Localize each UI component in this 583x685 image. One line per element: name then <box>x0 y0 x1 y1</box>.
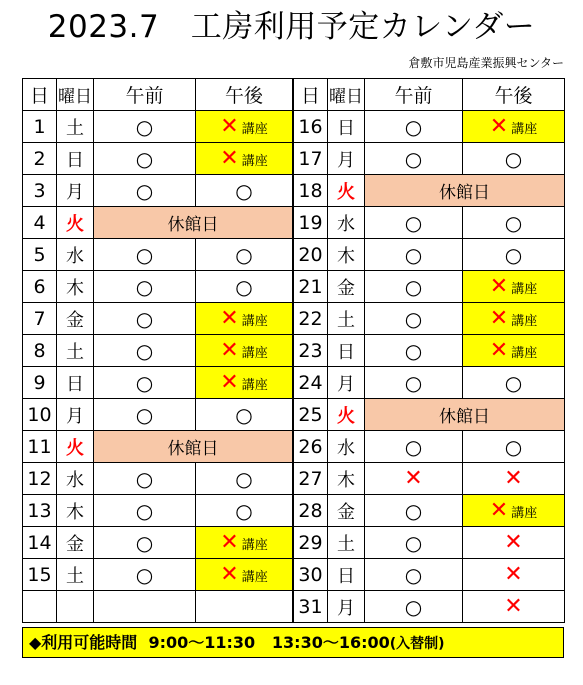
calendar-row <box>23 559 293 591</box>
am-slot-open: ○ <box>365 495 463 527</box>
lecture-x-mark: ✕ <box>220 338 239 363</box>
calendar-row <box>294 111 565 143</box>
weekday-cell: 水 <box>57 239 94 271</box>
page-title: 2023.7 工房利用予定カレンダー <box>47 9 536 45</box>
weekday-cell: 火 <box>328 175 365 207</box>
weekday-cell: 金 <box>328 495 365 527</box>
weekday-cell: 日 <box>328 335 365 367</box>
pm-slot-lecture <box>463 271 565 303</box>
am-slot-open: ○ <box>94 559 196 591</box>
pm-slot-open: ○ <box>196 463 293 495</box>
lecture-x-mark: ✕ <box>220 530 239 555</box>
day-number: 9 <box>23 367 57 399</box>
pm-slot-open: ○ <box>463 207 565 239</box>
calendar-row <box>294 495 565 527</box>
lecture-x-mark: ✕ <box>220 370 239 395</box>
pm-slot-unavailable: ✕ <box>463 463 565 495</box>
lecture-x-mark: ✕ <box>220 114 239 139</box>
lecture-label: 講座 <box>511 346 538 361</box>
weekday-cell: 土 <box>57 111 94 143</box>
closed-day-cell: 休館日 <box>94 207 293 239</box>
weekday-cell: 水 <box>57 463 94 495</box>
calendar-row <box>23 527 293 559</box>
lecture-label: 講座 <box>511 314 538 329</box>
calendar-row <box>294 335 565 367</box>
calendar-row <box>294 431 565 463</box>
day-number: 16 <box>294 111 328 143</box>
calendar-row <box>23 111 293 143</box>
calendar-row <box>294 463 565 495</box>
calendar-row <box>23 495 293 527</box>
weekday-cell: 木 <box>57 495 94 527</box>
am-slot-open: ○ <box>94 527 196 559</box>
weekday-cell: 木 <box>328 463 365 495</box>
day-number: 10 <box>23 399 57 431</box>
lecture-x-mark: ✕ <box>489 114 509 139</box>
am-slot-open: ○ <box>365 591 463 623</box>
header-row <box>294 79 565 111</box>
day-number: 27 <box>294 463 328 495</box>
calendar-row <box>294 303 565 335</box>
calendar-row <box>294 143 565 175</box>
lecture-label: 講座 <box>241 314 268 329</box>
calendar-row <box>23 431 293 463</box>
calendar-body-right <box>294 111 565 623</box>
weekday-cell: 土 <box>328 527 365 559</box>
lecture-x-mark: ✕ <box>220 146 239 171</box>
calendar-row <box>23 143 293 175</box>
day-number: 31 <box>294 591 328 623</box>
calendar-row <box>23 303 293 335</box>
am-slot-open: ○ <box>365 431 463 463</box>
calendar-row <box>23 399 293 431</box>
am-slot-open: ○ <box>365 303 463 335</box>
calendar-table-right <box>293 78 565 623</box>
afternoon-hours: 13:30～16:00 <box>271 633 390 652</box>
calendar-row <box>294 399 565 431</box>
day-number: 1 <box>23 111 57 143</box>
closed-day-cell: 休館日 <box>365 175 565 207</box>
calendar-table-left <box>22 78 293 623</box>
calendar-row <box>294 367 565 399</box>
lecture-x-mark: ✕ <box>489 498 509 523</box>
usage-hours-label: ◆利用可能時間 <box>29 633 138 652</box>
weekday-cell: 金 <box>57 303 94 335</box>
empty-cell <box>94 591 196 623</box>
am-slot-open: ○ <box>365 559 463 591</box>
am-slot-open: ○ <box>365 271 463 303</box>
weekday-cell: 金 <box>328 271 365 303</box>
am-slot-unavailable: ✕ <box>365 463 463 495</box>
day-number: 7 <box>23 303 57 335</box>
weekday-cell: 日 <box>328 559 365 591</box>
pm-slot-open: ○ <box>196 175 293 207</box>
calendar-row <box>23 463 293 495</box>
weekday-cell: 木 <box>328 239 365 271</box>
lecture-label: 講座 <box>511 282 538 297</box>
calendar-row <box>23 239 293 271</box>
weekday-cell: 水 <box>328 207 365 239</box>
day-number: 11 <box>23 431 57 463</box>
header-day: 日 <box>294 79 328 111</box>
lecture-x-mark: ✕ <box>489 338 509 363</box>
am-slot-open: ○ <box>94 239 196 271</box>
day-number: 21 <box>294 271 328 303</box>
day-number: 25 <box>294 399 328 431</box>
pm-slot-unavailable: ✕ <box>463 559 565 591</box>
weekday-cell: 日 <box>328 111 365 143</box>
lecture-label: 講座 <box>241 378 268 393</box>
calendar-row <box>294 207 565 239</box>
pm-slot-open: ○ <box>463 431 565 463</box>
pm-slot-lecture <box>463 495 565 527</box>
am-slot-open: ○ <box>94 367 196 399</box>
pm-slot-lecture <box>196 559 293 591</box>
weekday-cell: 火 <box>328 399 365 431</box>
weekday-cell: 日 <box>57 143 94 175</box>
pm-slot-lecture <box>463 303 565 335</box>
day-number: 30 <box>294 559 328 591</box>
pm-slot-lecture <box>196 527 293 559</box>
weekday-cell: 月 <box>57 175 94 207</box>
closed-day-cell: 休館日 <box>365 399 565 431</box>
lecture-x-mark: ✕ <box>220 306 239 331</box>
empty-cell <box>57 591 94 623</box>
lecture-x-mark: ✕ <box>489 306 509 331</box>
weekday-cell: 水 <box>328 431 365 463</box>
calendar-row <box>23 367 293 399</box>
am-slot-open: ○ <box>94 111 196 143</box>
am-slot-open: ○ <box>94 303 196 335</box>
calendar-row <box>23 591 293 623</box>
am-slot-open: ○ <box>365 527 463 559</box>
am-slot-open: ○ <box>94 463 196 495</box>
day-number: 17 <box>294 143 328 175</box>
day-number: 14 <box>23 527 57 559</box>
empty-cell <box>196 591 293 623</box>
calendar-body-left <box>23 111 293 623</box>
day-number: 18 <box>294 175 328 207</box>
am-slot-open: ○ <box>365 207 463 239</box>
pm-slot-open: ○ <box>196 399 293 431</box>
weekday-cell: 火 <box>57 431 94 463</box>
day-number: 12 <box>23 463 57 495</box>
pm-slot-lecture <box>196 303 293 335</box>
weekday-cell: 火 <box>57 207 94 239</box>
am-slot-open: ○ <box>365 111 463 143</box>
calendar-row <box>294 559 565 591</box>
am-slot-open: ○ <box>365 143 463 175</box>
calendar-row <box>294 175 565 207</box>
pm-slot-lecture <box>196 143 293 175</box>
lecture-x-mark: ✕ <box>489 274 509 299</box>
calendar-row <box>23 271 293 303</box>
am-slot-open: ○ <box>94 495 196 527</box>
lecture-label: 講座 <box>511 122 538 137</box>
am-slot-open: ○ <box>94 271 196 303</box>
swap-note: (入替制) <box>389 636 445 652</box>
day-number: 15 <box>23 559 57 591</box>
pm-slot-lecture <box>196 367 293 399</box>
organization-name: 倉敷市児島産業振興センター <box>408 56 564 70</box>
calendar-row <box>294 271 565 303</box>
am-slot-open: ○ <box>94 335 196 367</box>
header-pm: 午後 <box>463 79 565 111</box>
day-number: 6 <box>23 271 57 303</box>
weekday-cell: 月 <box>328 143 365 175</box>
calendar-row <box>23 207 293 239</box>
calendar-row <box>294 527 565 559</box>
weekday-cell: 土 <box>57 559 94 591</box>
day-number: 20 <box>294 239 328 271</box>
pm-slot-open: ○ <box>463 143 565 175</box>
day-number: 29 <box>294 527 328 559</box>
day-number: 8 <box>23 335 57 367</box>
empty-cell <box>23 591 57 623</box>
weekday-cell: 月 <box>328 367 365 399</box>
morning-hours: 9:00～11:30 <box>148 633 256 652</box>
pm-slot-unavailable: ✕ <box>463 591 565 623</box>
lecture-label: 講座 <box>241 570 268 585</box>
header-weekday: 曜日 <box>328 79 365 111</box>
header-day: 日 <box>23 79 57 111</box>
lecture-label: 講座 <box>241 122 268 137</box>
lecture-label: 講座 <box>511 506 538 521</box>
closed-day-cell: 休館日 <box>94 431 293 463</box>
weekday-cell: 土 <box>328 303 365 335</box>
lecture-x-mark: ✕ <box>220 562 239 587</box>
pm-slot-open: ○ <box>463 367 565 399</box>
header-am: 午前 <box>365 79 463 111</box>
calendar-row <box>23 175 293 207</box>
am-slot-open: ○ <box>94 175 196 207</box>
calendar-row <box>294 591 565 623</box>
header-weekday: 曜日 <box>57 79 94 111</box>
pm-slot-open: ○ <box>463 239 565 271</box>
day-number: 4 <box>23 207 57 239</box>
am-slot-open: ○ <box>365 367 463 399</box>
weekday-cell: 木 <box>57 271 94 303</box>
lecture-label: 講座 <box>241 538 268 553</box>
pm-slot-open: ○ <box>196 271 293 303</box>
pm-slot-open: ○ <box>196 495 293 527</box>
day-number: 28 <box>294 495 328 527</box>
day-number: 26 <box>294 431 328 463</box>
am-slot-open: ○ <box>365 335 463 367</box>
usage-hours-banner <box>22 627 564 658</box>
day-number: 5 <box>23 239 57 271</box>
weekday-cell: 金 <box>57 527 94 559</box>
pm-slot-lecture <box>196 335 293 367</box>
day-number: 3 <box>23 175 57 207</box>
weekday-cell: 日 <box>57 367 94 399</box>
pm-slot-lecture <box>463 335 565 367</box>
lecture-label: 講座 <box>241 346 268 361</box>
day-number: 23 <box>294 335 328 367</box>
am-slot-open: ○ <box>94 399 196 431</box>
header-row <box>23 79 293 111</box>
header-pm: 午後 <box>196 79 293 111</box>
calendar-row <box>23 335 293 367</box>
pm-slot-lecture <box>463 111 565 143</box>
day-number: 2 <box>23 143 57 175</box>
weekday-cell: 土 <box>57 335 94 367</box>
header-am: 午前 <box>94 79 196 111</box>
am-slot-open: ○ <box>94 143 196 175</box>
lecture-label: 講座 <box>241 154 268 169</box>
weekday-cell: 月 <box>328 591 365 623</box>
calendar-row <box>294 239 565 271</box>
pm-slot-open: ○ <box>196 239 293 271</box>
pm-slot-unavailable: ✕ <box>463 527 565 559</box>
weekday-cell: 月 <box>57 399 94 431</box>
am-slot-open: ○ <box>365 239 463 271</box>
pm-slot-lecture <box>196 111 293 143</box>
day-number: 24 <box>294 367 328 399</box>
day-number: 22 <box>294 303 328 335</box>
day-number: 13 <box>23 495 57 527</box>
day-number: 19 <box>294 207 328 239</box>
